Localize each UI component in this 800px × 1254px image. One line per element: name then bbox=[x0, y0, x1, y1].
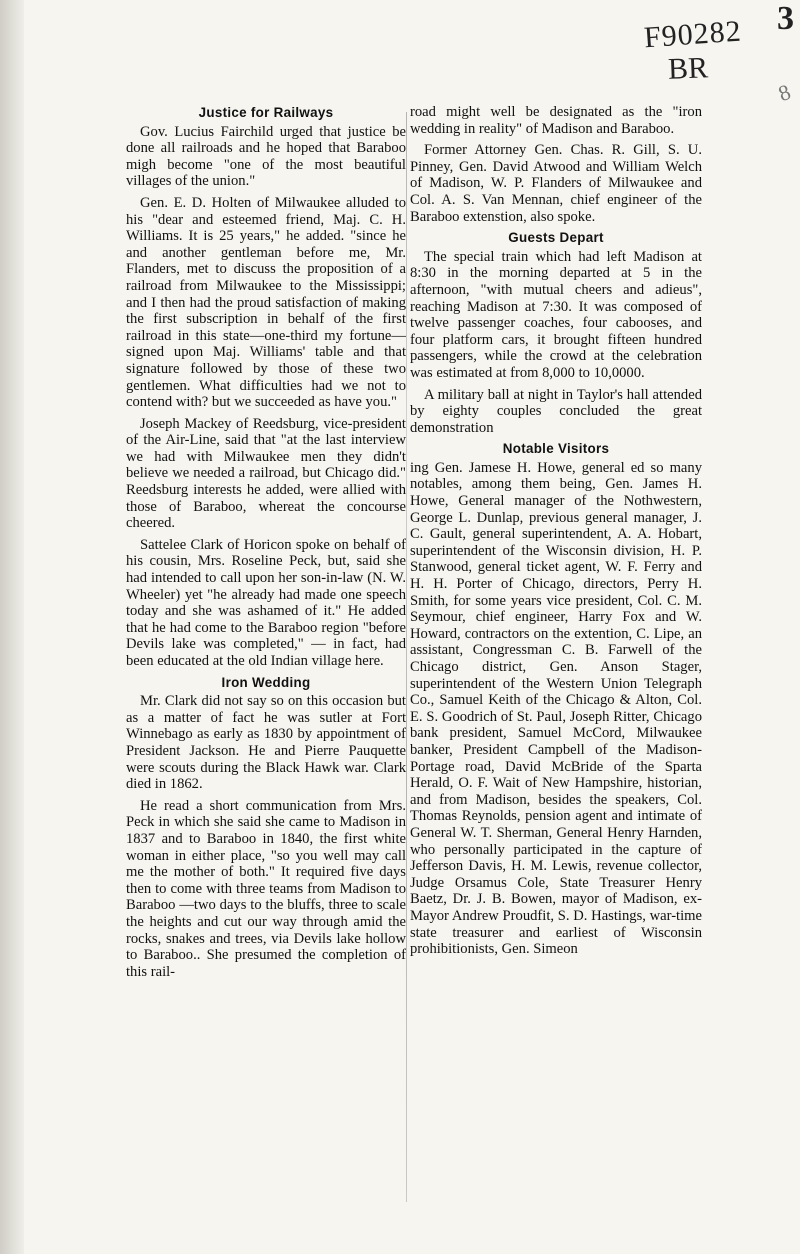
left-column bbox=[126, 104, 406, 1214]
column-divider bbox=[406, 112, 407, 1202]
paragraph-other-speakers: Former Attorney Gen. Chas. R. Gill, S. U. Pinney, Gen. David Atwood and William Welch of Madison, W. P. Flanders of Milwaukee and Col. A. S. Van Mennan, chief engineer of the Baraboo extenstion, also spoke. bbox=[410, 142, 702, 225]
paragraph-mackey: Joseph Mackey of Reedsburg, vice-president of the Air-Line, said that "at the last interview we had with Milwaukee men they didn't believe we needed a railroad, but Chicago did." Reedsburg interests he added, were allied with those of Baraboo, whereat the concourse cheered. bbox=[126, 415, 406, 532]
heading-justice-for-railways: Justice for Railways bbox=[198, 105, 334, 120]
paragraph-military-ball: A military ball at night in Taylor's hall attended by eighty couples concluded the great demonstration bbox=[410, 386, 702, 436]
handwritten-catalog-id: F90282 bbox=[643, 14, 743, 55]
paragraph-clark-sutler: Mr. Clark did not say so on this occasion but as a matter of fact he was sutler at Fort Winnebago as early as 1830 by appointment of President Jackson. He and Pierre Pauquette were scouts during the Black Hawk war. Clark died in 1862. bbox=[126, 693, 406, 793]
paragraph-clark: Sattelee Clark of Horicon spoke on behalf of his cousin, Mrs. Roseline Peck, but, said she had intended to call upon her son-in-law (N. W. Wheeler) yet "he already had made one speech today and she was ashamed of it." He added that he had come to the Baraboo region "before Devils lake was completed," — in fact, had been educated at the old Indian village here. bbox=[126, 536, 406, 669]
paragraph-peck-communication: He read a short communication from Mrs. Peck in which she said she came to Madison in 1837 and to Baraboo in 1840, the first white woman in either place, "so you well may call me the mother of both." It required five days then to come with three teams from Madison to Baraboo —two days to the bluffs, three to scale the heights and cut our way through amid the rocks, snakes and trees, via Devils lake hollow to Baraboo.. She presumed the completion of this rail- bbox=[126, 797, 406, 980]
paragraph-holten: Gen. E. D. Holten of Milwaukee alluded to his "dear and esteemed friend, Maj. C. H. Williams. It is 25 years," he added. "since he and another gentleman before me, Mr. Flanders, met to discuss the proposition of a railroad from Milwaukee to the Mississippi; and I then had the proud satisfaction of making the first subscription in behalf of the first railroad in this state—one-third my fortune—signed upon Maj. Williams' table and that signature followed by those of these two gentlemen. What difficulties had we not to contend with? but we succeeded as have you." bbox=[126, 194, 406, 411]
heading-guests-depart: Guests Depart bbox=[508, 230, 604, 246]
heading-notable-visitors: Notable Visitors bbox=[502, 441, 610, 457]
handwritten-corner-number: 8 bbox=[774, 78, 794, 107]
handwritten-page-number: 3 bbox=[777, 0, 794, 37]
handwritten-initials: BR bbox=[667, 51, 709, 86]
paragraph-special-train: The special train which had left Madison at 8:30 in the morning departed at 5 in the afternoon, "with mutual cheers and adieus", reaching Madison at 7:30. It was composed of twelve passenger coaches, four cabooses, and four platform cars, it brought fifteen hundred passengers, while the crowd at the celebration was estimated at from 8,000 to 10,0000. bbox=[410, 248, 702, 381]
right-column bbox=[410, 104, 702, 1214]
paragraph-iron-wedding-cont: road might well be designated as the "iron wedding in reality" of Madison and Baraboo. bbox=[410, 104, 702, 137]
heading-iron-wedding: Iron Wedding bbox=[221, 674, 311, 690]
page-binding-edge bbox=[0, 0, 24, 1254]
paragraph-fairchild: Gov. Lucius Fairchild urged that justice be done all railroads and he hoped that Baraboo migh become "one of the most beautiful villages of the union." bbox=[126, 123, 406, 190]
paragraph-notables-list: ing Gen. Jamese H. Howe, general ed so many notables, among them being, Gen. James H. Howe, General manager of the Nothwestern, George L. Dunlap, previous general manager, J. C. Gault, general superintendent, A. A. Hobart, superintendent of the Wisconsin division, H. P. Stanwood, general ticket agent, W. F. Ferry and H. H. Porter of Chicago, directors, Perry H. Smith, for some years vice president, Col. C. M. Seymour, chief engineer, Harry Fox and W. Howard, contractors on the extention, C. Lipe, an assistant, Congressman C. B. Farwell of the Chicago district, Gen. Anson Stager, superintendent of the Western Union Telegraph Co., Samuel Keith of the Chicago & Alton, Col. E. S. Goodrich of St. Paul, Joseph Ritter, Chicago bank president, Samuel McCord, Milwaukee banker, President Campbell of the Madison-Portage road, David McBride of the Sparta Herald, O. F. Wait of New Hampshire, historian, and from Madison, besides the speakers, Col. Thomas Reynolds, pension agent and intimate of General W. T. Sherman, General Henry Harnden, who personally participated in the capture of Jefferson Davis, H. M. Lewis, revenue collector, Judge Orsamus Cole, State Treasurer Henry Baetz, Dr. J. B. Bowen, mayor of Madison, ex-Mayor Andrew Proudfit, S. D. Hastings, war-time state treasurer and earliest of Wisconsin prohibitionists, Gen. Simeon bbox=[410, 459, 702, 958]
